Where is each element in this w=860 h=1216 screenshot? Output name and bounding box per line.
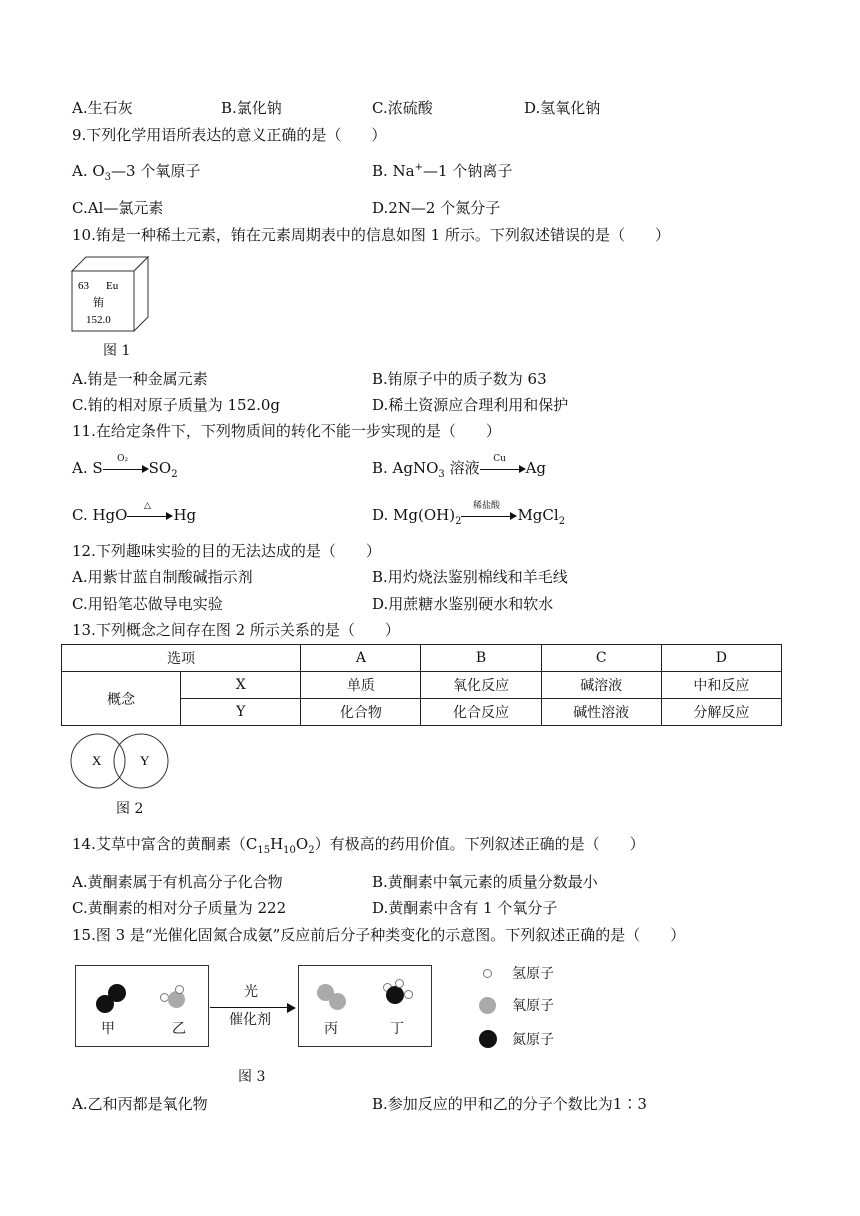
- table-cell: 化合物: [301, 699, 421, 726]
- q11-option-c: [72, 501, 197, 524]
- q13-table: [61, 644, 782, 726]
- q9-a-sub: 3: [104, 172, 112, 183]
- q11-b-reactant-post: 溶液: [444, 459, 480, 477]
- cell-mass: 152.0: [86, 314, 111, 326]
- cell-name: 铕: [93, 296, 104, 309]
- reaction-arrow: [480, 454, 526, 476]
- q12-option-a: A.用紫甘蓝自制酸碱指示剂: [72, 568, 253, 586]
- legend-nitrogen-icon: [479, 1030, 497, 1048]
- q11-b-reactant-sub: 3: [438, 469, 445, 480]
- q11-d-product-sub: 2: [558, 516, 566, 527]
- q14-option-b: B.黄酮素中氧元素的质量分数最小: [372, 873, 598, 891]
- q9-option-c: C.Al—氯元素: [72, 199, 164, 217]
- q11-a-product: SO: [148, 459, 172, 477]
- q10-option-d: D.稀土资源应合理利用和保护: [372, 396, 569, 414]
- table-cell: 单质: [301, 672, 421, 699]
- oxygen-atom: [168, 991, 185, 1008]
- q14-stem-post: ）有极高的药用价值。下列叙述正确的是（ ）: [314, 835, 645, 853]
- q9-b-formula: B. Na: [372, 162, 415, 180]
- q14-stem: [72, 835, 645, 856]
- q11-c-condition: △: [144, 501, 151, 511]
- q13-stem: 13.下列概念之间存在图 2 所示关系的是（ ）: [72, 621, 400, 639]
- q14-option-a: A.黄酮素属于有机高分子化合物: [72, 873, 283, 891]
- q9-option-d: D.2N—2 个氮分子: [372, 199, 501, 217]
- q11-option-b: [372, 454, 547, 480]
- figure-2-caption: 图 2: [116, 801, 144, 817]
- q11-c-product: Hg: [173, 506, 197, 524]
- q14-o: O: [295, 835, 309, 853]
- q9-b-sup: +: [414, 162, 424, 173]
- legend-oxygen-label: 氧原子: [512, 998, 554, 1014]
- table-header-cell: C: [541, 645, 661, 672]
- element-cell-figure: [70, 255, 152, 333]
- hydrogen-atom: [395, 979, 404, 988]
- table-cell: 碱溶液: [541, 672, 661, 699]
- legend-oxygen-icon: [479, 997, 496, 1014]
- q12-option-d: D.用蔗糖水鉴别硬水和软水: [372, 595, 554, 613]
- q14-sub-o: 2: [308, 845, 315, 856]
- q11-d-reactant-sub: 2: [455, 516, 462, 527]
- q9-a-formula: A. O: [72, 162, 105, 180]
- reaction-arrow: [103, 454, 149, 476]
- label-ding: 丁: [390, 1021, 404, 1037]
- nitrogen-atom: [386, 986, 404, 1004]
- table-cell: 化合反应: [421, 699, 541, 726]
- cell-symbol: Eu: [106, 280, 119, 292]
- reaction-condition-top: 光: [244, 984, 258, 1000]
- q9-option-b: [372, 164, 512, 179]
- q9-a-meaning: —3 个氧原子: [111, 162, 201, 180]
- table-cell: 碱性溶液: [541, 699, 661, 726]
- table-row: [62, 645, 782, 672]
- q8-option-a: A.生石灰: [72, 99, 133, 117]
- figure-3-caption: 图 3: [238, 1069, 266, 1085]
- table-header-cell: A: [301, 645, 421, 672]
- legend-hydrogen-label: 氢原子: [512, 966, 554, 982]
- venn-label-x: X: [92, 753, 102, 768]
- q12-option-b: B.用灼烧法鉴别棉线和羊毛线: [372, 568, 568, 586]
- reaction-arrow: [127, 501, 173, 523]
- legend-nitrogen-label: 氮原子: [512, 1032, 554, 1048]
- label-jia: 甲: [101, 1021, 115, 1037]
- table-cell: 分解反应: [661, 699, 781, 726]
- table-cell: X: [181, 672, 301, 699]
- table-cell: 氧化反应: [421, 672, 541, 699]
- q11-b-condition: Cu: [493, 454, 506, 464]
- table-header-cell: B: [421, 645, 541, 672]
- q14-stem-pre: 14.艾草中富含的黄酮素（C: [72, 835, 258, 853]
- q11-d-product: MgCl: [517, 506, 559, 524]
- hydrogen-atom: [175, 985, 184, 994]
- hydrogen-atom: [404, 990, 413, 999]
- cell-atomic-number: 63: [78, 280, 89, 292]
- products-box: [298, 965, 432, 1047]
- table-cell: Y: [181, 699, 301, 726]
- reaction-arrow: [461, 501, 517, 523]
- q10-stem: 10.铕是一种稀土元素，铕在元素周期表中的信息如图 1 所示。下列叙述错误的是（ ）: [72, 226, 670, 244]
- q11-stem: 11.在给定条件下，下列物质间的转化不能一步实现的是（ ）: [72, 422, 501, 440]
- oxygen-atom: [329, 993, 346, 1010]
- table-header-cell: D: [661, 645, 781, 672]
- q8-option-c: C.浓硫酸: [372, 99, 433, 117]
- nitrogen-atom: [108, 984, 126, 1002]
- q8-option-d: D.氢氧化钠: [524, 99, 601, 117]
- q9-option-a: [72, 162, 201, 183]
- q11-a-reactant: A. S: [72, 459, 103, 477]
- q9-stem: 9.下列化学用语所表达的意义正确的是（ ）: [72, 126, 387, 144]
- q8-option-b: B.氯化钠: [221, 99, 282, 117]
- q10-option-b: B.铕原子中的质子数为 63: [372, 370, 547, 388]
- venn-diagram: [68, 732, 174, 792]
- q11-option-d: [372, 501, 566, 527]
- table-header-cell: 选项: [62, 645, 301, 672]
- q14-sub-h: 10: [283, 845, 296, 856]
- table-row-label: 概念: [62, 672, 181, 726]
- label-yi: 乙: [172, 1021, 186, 1037]
- q14-h: H: [270, 835, 284, 853]
- q15-option-a: A.乙和丙都是氧化物: [72, 1095, 208, 1113]
- q15-stem: 15.图 3 是“光催化固氮合成氨”反应前后分子种类变化的示意图。下列叙述正确的是（ ）: [72, 926, 686, 944]
- q14-option-c: C.黄酮素的相对分子质量为 222: [72, 899, 287, 917]
- table-cell: 中和反应: [661, 672, 781, 699]
- figure-1-caption: 图 1: [103, 343, 131, 359]
- q14-sub-c: 15: [257, 845, 271, 856]
- q11-option-a: [72, 454, 178, 480]
- q11-d-reactant: D. Mg(OH): [372, 506, 456, 524]
- q11-b-product: Ag: [525, 459, 547, 477]
- q9-b-meaning: —1 个钠离子: [423, 162, 513, 180]
- label-bing: 丙: [324, 1021, 338, 1037]
- q11-c-reactant: C. HgO: [72, 506, 128, 524]
- q12-stem: 12.下列趣味实验的目的无法达成的是（ ）: [72, 542, 381, 560]
- q11-b-reactant: B. AgNO: [372, 459, 439, 477]
- q12-option-c: C.用铅笔芯做导电实验: [72, 595, 223, 613]
- q10-option-c: C.铕的相对原子质量为 152.0g: [72, 396, 281, 414]
- table-row: [62, 672, 782, 699]
- q11-a-product-sub: 2: [171, 469, 178, 480]
- legend-hydrogen-icon: [483, 969, 492, 978]
- reactants-box: [75, 965, 209, 1047]
- q15-option-b: B.参加反应的甲和乙的分子个数比为1∶3: [372, 1095, 647, 1113]
- venn-label-y: Y: [140, 753, 150, 768]
- q11-a-condition: O₂: [117, 454, 129, 464]
- q10-option-a: A.铕是一种金属元素: [72, 370, 208, 388]
- q11-d-condition: 稀盐酸: [472, 501, 500, 511]
- q14-option-d: D.黄酮素中含有 1 个氧分子: [372, 899, 558, 917]
- reaction-condition-bottom: 催化剂: [229, 1012, 271, 1028]
